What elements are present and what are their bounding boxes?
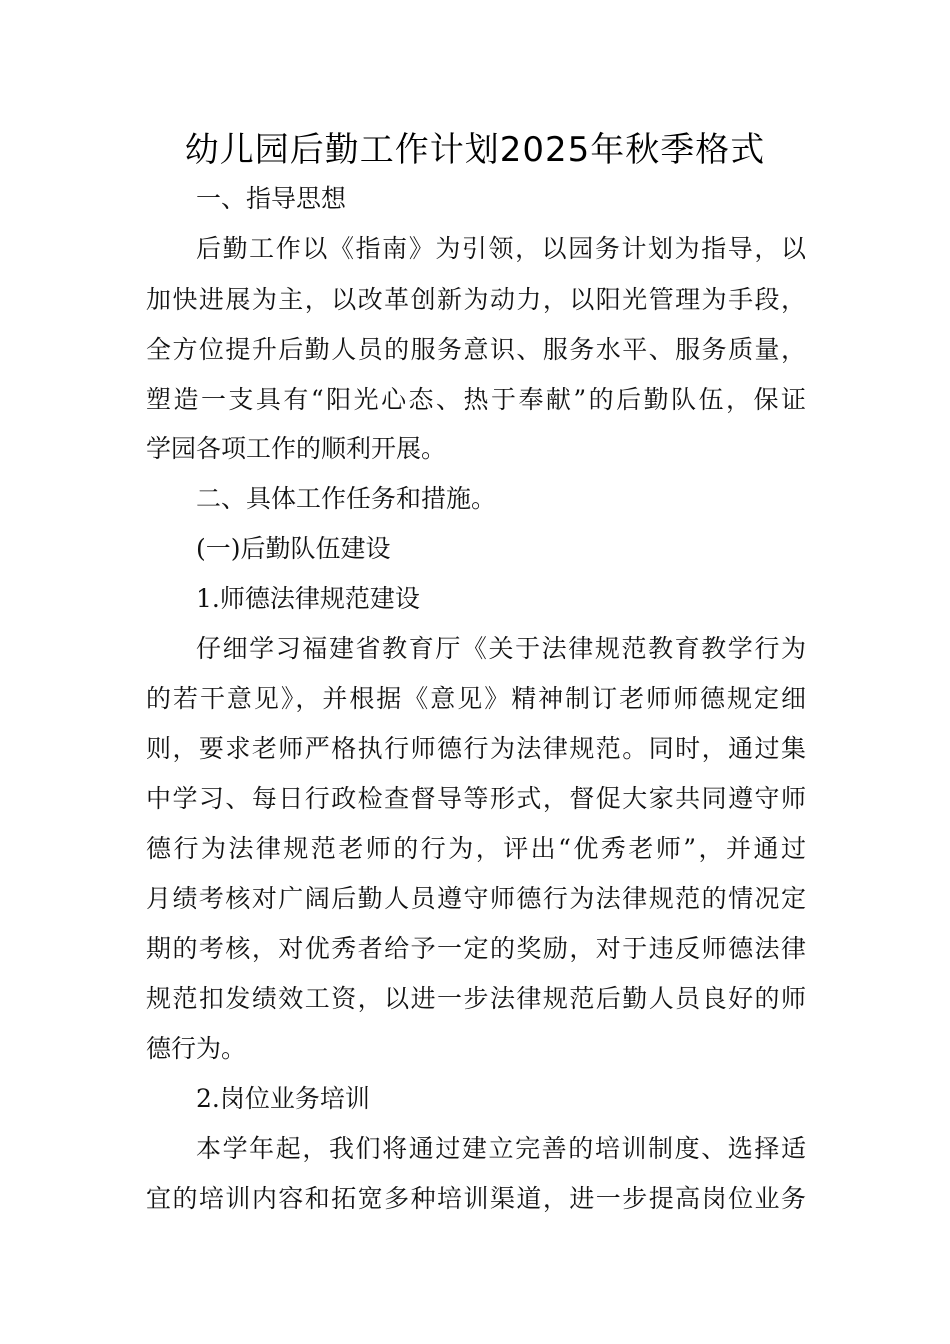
paragraph-line: 规范扣发绩效工资，以进一步法律规范后勤人员良好的师 (146, 984, 806, 1013)
item-heading-ethics-norms: 1.师德法律规范建设 (196, 584, 420, 613)
section-heading-tasks-measures: 二、具体工作任务和措施。 (196, 484, 497, 513)
paragraph-line: 学园各项工作的顺利开展。 (146, 434, 447, 463)
paragraph-line: 德行为。 (146, 1034, 247, 1063)
paragraph-line: 本学年起，我们将通过建立完善的培训制度、选择适 (196, 1134, 806, 1163)
paragraph-line: 期的考核，对优秀者给予一定的奖励，对于违反师德法律 (146, 934, 806, 963)
paragraph-line: 仔细学习福建省教育厅《关于法律规范教育教学行为 (196, 634, 806, 663)
section-heading-guiding-ideology: 一、指导思想 (196, 184, 347, 213)
paragraph-line: 全方位提升后勤人员的服务意识、服务水平、服务质量， (146, 335, 806, 364)
paragraph-line: 后勤工作以《指南》为引领，以园务计划为指导，以 (196, 234, 806, 263)
paragraph-line: 加快进展为主，以改革创新为动力，以阳光管理为手段， (146, 285, 806, 314)
item-heading-job-training: 2.岗位业务培训 (196, 1084, 370, 1113)
paragraph-line: 中学习、每日行政检查督导等形式，督促大家共同遵守师 (146, 784, 806, 813)
paragraph-line: 的若干意见》，并根据《意见》精神制订老师师德规定细 (146, 684, 806, 713)
document-title: 幼儿园后勤工作计划2025年秋季格式 (184, 130, 766, 170)
paragraph-line: 德行为法律规范老师的行为，评出“优秀老师”，并通过 (146, 834, 806, 863)
paragraph-line: 月绩考核对广阔后勤人员遵守师德行为法律规范的情况定 (146, 884, 806, 913)
subsection-heading-team-building: (一)后勤队伍建设 (196, 534, 391, 563)
paragraph-line: 则，要求老师严格执行师德行为法律规范。同时，通过集 (146, 734, 806, 763)
paragraph-line: 宜的培训内容和拓宽多种培训渠道，进一步提高岗位业务 (146, 1184, 806, 1213)
paragraph-line: 塑造一支具有“阳光心态、热于奉献”的后勤队伍，保证 (146, 385, 806, 414)
